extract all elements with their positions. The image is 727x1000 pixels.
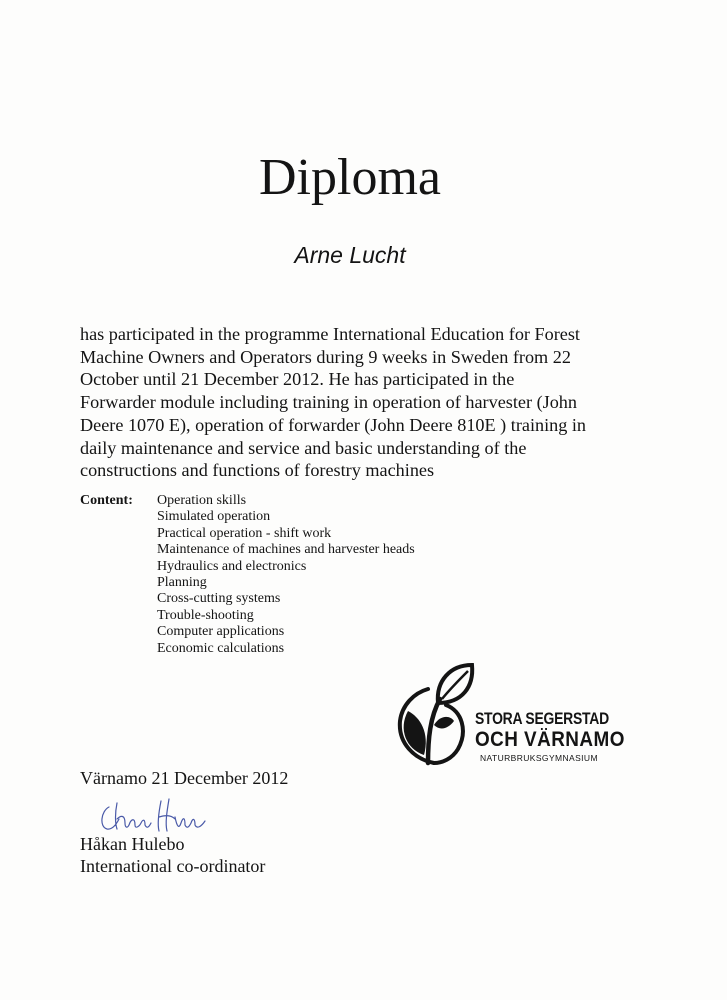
content-item: Operation skills xyxy=(157,493,247,508)
content-item: Maintenance of machines and harvester heads xyxy=(157,542,415,558)
logo-text-line3: NATURBRUKSGYMNASIUM xyxy=(480,753,598,763)
content-item: Cross-cutting systems xyxy=(157,591,281,607)
content-item: Simulated operation xyxy=(157,509,271,525)
signatory-role: International co-ordinator xyxy=(80,856,266,876)
diploma-body xyxy=(80,323,700,482)
content-list xyxy=(157,493,415,657)
content-item: Trouble-shooting xyxy=(157,607,254,623)
content-item: Computer applications xyxy=(157,624,285,640)
content-item: Practical operation - shift work xyxy=(157,525,332,541)
handwritten-signature xyxy=(95,793,215,837)
school-logo xyxy=(394,659,625,771)
content-item: Planning xyxy=(157,575,207,591)
content-label: Content: xyxy=(80,493,133,508)
body-line: Machine Owners and Operators during 9 weeks in Sweden from 22 xyxy=(80,346,571,367)
place-and-date: Värnamo 21 December 2012 xyxy=(80,768,289,788)
logo-text-line1: STORA SEGERSTAD xyxy=(475,709,609,728)
content-item: Economic calculations xyxy=(157,640,285,656)
signatory-name: Håkan Hulebo xyxy=(80,834,185,854)
body-line: October until 21 December 2012. He has participated in the xyxy=(80,369,515,390)
body-line: Forwarder module including training in operation of harvester (John xyxy=(80,392,577,413)
body-line: constructions and functions of forestry machines xyxy=(80,460,435,481)
content-item: Hydraulics and electronics xyxy=(157,558,307,574)
diploma-title: Diploma xyxy=(259,149,441,206)
body-line: has participated in the programme International Education for Forest xyxy=(80,324,580,344)
leaf-logo-icon xyxy=(394,659,476,769)
logo-text-line2: OCH VÄRNAMO xyxy=(475,728,625,751)
body-line: Deere 1070 E), operation of forwarder (John Deere 810E ) training in xyxy=(80,414,587,435)
body-line: daily maintenance and service and basic understanding of the xyxy=(80,437,527,458)
recipient-name: Arne Lucht xyxy=(294,242,406,268)
